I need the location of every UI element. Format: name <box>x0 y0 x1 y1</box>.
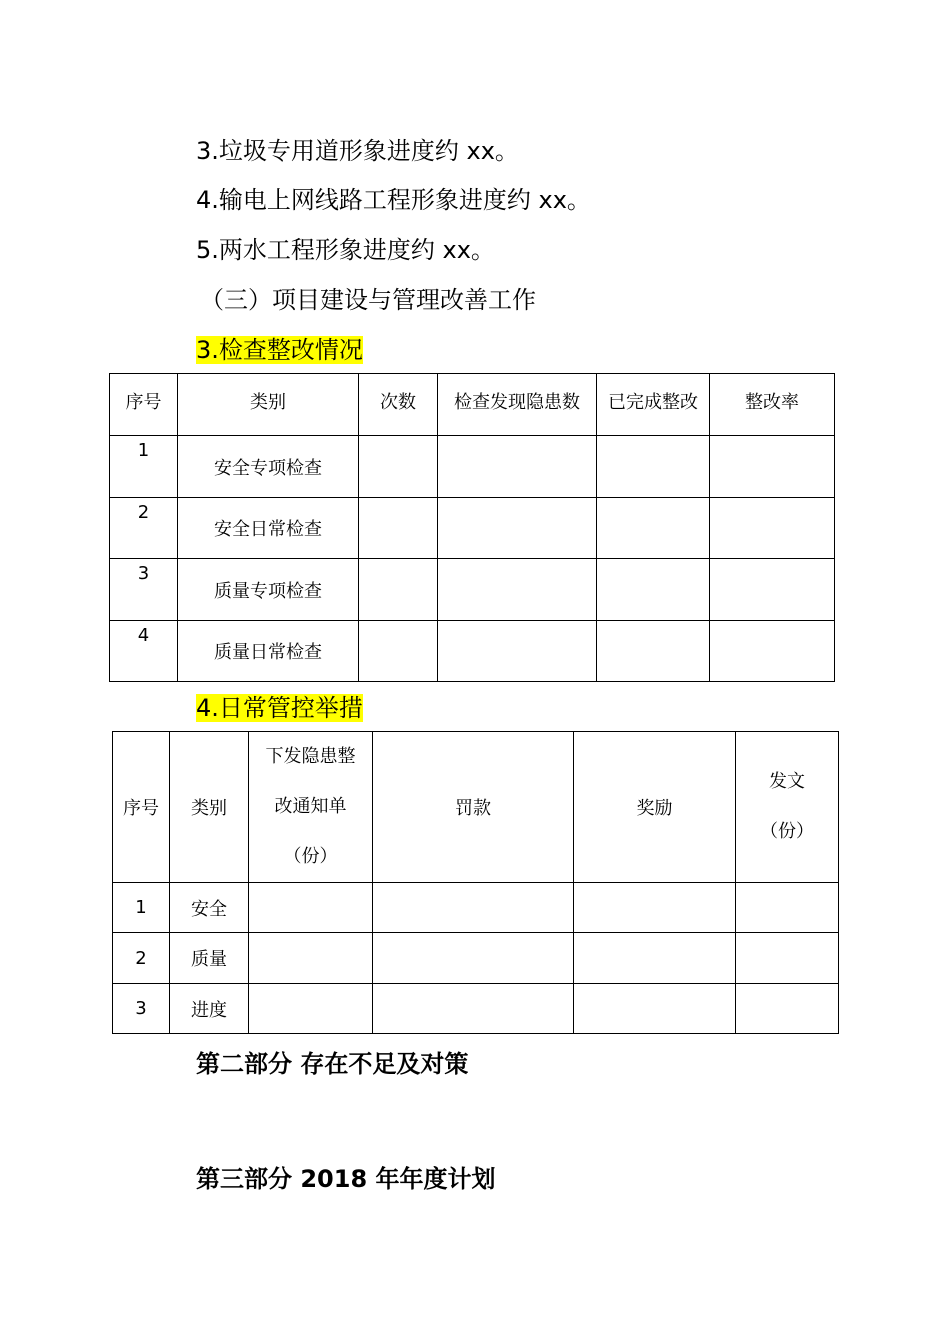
row-done <box>597 621 710 682</box>
header-no: 序号 <box>113 732 170 883</box>
header-notice-line2: 改通知单 <box>274 796 347 817</box>
inspection-heading <box>196 335 363 365</box>
row-notice <box>249 984 373 1034</box>
control-heading <box>196 693 363 723</box>
header-category: 类别 <box>170 732 249 883</box>
progress-item-power-line: 4.输电上网线路工程形象进度约 xx。 <box>196 186 591 214</box>
row-done <box>597 559 710 621</box>
row-count <box>359 436 438 498</box>
row-count <box>359 559 438 621</box>
row-done <box>597 436 710 498</box>
progress-item-water-project: 5.两水工程形象进度约 xx。 <box>196 236 495 264</box>
control-table <box>112 731 839 1034</box>
part2-heading: 第二部分 存在不足及对策 <box>196 1050 469 1078</box>
header-notice-line3: （份） <box>283 846 338 867</box>
table-row <box>113 883 839 933</box>
control-header-row <box>113 732 839 883</box>
row-count <box>359 498 438 559</box>
inspection-header-row <box>110 374 835 436</box>
row-no: 4 <box>110 621 178 682</box>
row-notice <box>249 883 373 933</box>
row-rate <box>710 559 835 621</box>
row-found <box>438 559 597 621</box>
row-category: 质量 <box>170 933 249 984</box>
table-row <box>113 933 839 984</box>
row-no: 1 <box>113 883 170 933</box>
row-found <box>438 621 597 682</box>
header-hazards-found: 检查发现隐患数 <box>438 374 597 436</box>
section-heading: （三）项目建设与管理改善工作 <box>200 286 536 314</box>
row-notice <box>249 933 373 984</box>
table-row <box>113 984 839 1034</box>
row-found <box>438 436 597 498</box>
header-reward: 奖励 <box>574 732 736 883</box>
row-category: 进度 <box>170 984 249 1034</box>
row-fine <box>373 933 574 984</box>
row-reward <box>574 883 736 933</box>
header-no: 序号 <box>110 374 178 436</box>
row-fine <box>373 984 574 1034</box>
table-row <box>110 621 835 682</box>
row-no: 3 <box>113 984 170 1034</box>
progress-item-garbage-road: 3.垃圾专用道形象进度约 xx。 <box>196 137 519 165</box>
row-category: 安全专项检查 <box>178 436 359 498</box>
header-notice-line1: 下发隐患整 <box>265 746 356 767</box>
row-doc <box>736 933 839 984</box>
header-doc <box>736 732 839 883</box>
row-reward <box>574 984 736 1034</box>
row-no: 1 <box>110 436 178 498</box>
row-category: 安全 <box>170 883 249 933</box>
inspection-heading-text: 3.检查整改情况 <box>196 336 363 364</box>
row-no: 2 <box>113 933 170 984</box>
header-count: 次数 <box>359 374 438 436</box>
table-row <box>110 559 835 621</box>
row-category: 质量专项检查 <box>178 559 359 621</box>
header-category: 类别 <box>178 374 359 436</box>
header-doc-line1: 发文 <box>769 771 805 792</box>
row-fine <box>373 883 574 933</box>
row-rate <box>710 498 835 559</box>
control-heading-text: 4.日常管控举措 <box>196 694 363 722</box>
row-found <box>438 498 597 559</box>
table-row <box>110 498 835 559</box>
inspection-table <box>109 373 835 682</box>
table-row <box>110 436 835 498</box>
header-fine: 罚款 <box>373 732 574 883</box>
header-doc-line2: （份） <box>760 821 814 842</box>
row-rate <box>710 621 835 682</box>
part3-heading: 第三部分 2018 年年度计划 <box>196 1165 496 1193</box>
row-category: 质量日常检查 <box>178 621 359 682</box>
header-notice <box>249 732 373 883</box>
header-rectified: 已完成整改 <box>597 374 710 436</box>
row-reward <box>574 933 736 984</box>
row-rate <box>710 436 835 498</box>
row-done <box>597 498 710 559</box>
row-category: 安全日常检查 <box>178 498 359 559</box>
row-doc <box>736 883 839 933</box>
row-no: 3 <box>110 559 178 621</box>
row-count <box>359 621 438 682</box>
header-rate: 整改率 <box>710 374 835 436</box>
row-no: 2 <box>110 498 178 559</box>
row-doc <box>736 984 839 1034</box>
